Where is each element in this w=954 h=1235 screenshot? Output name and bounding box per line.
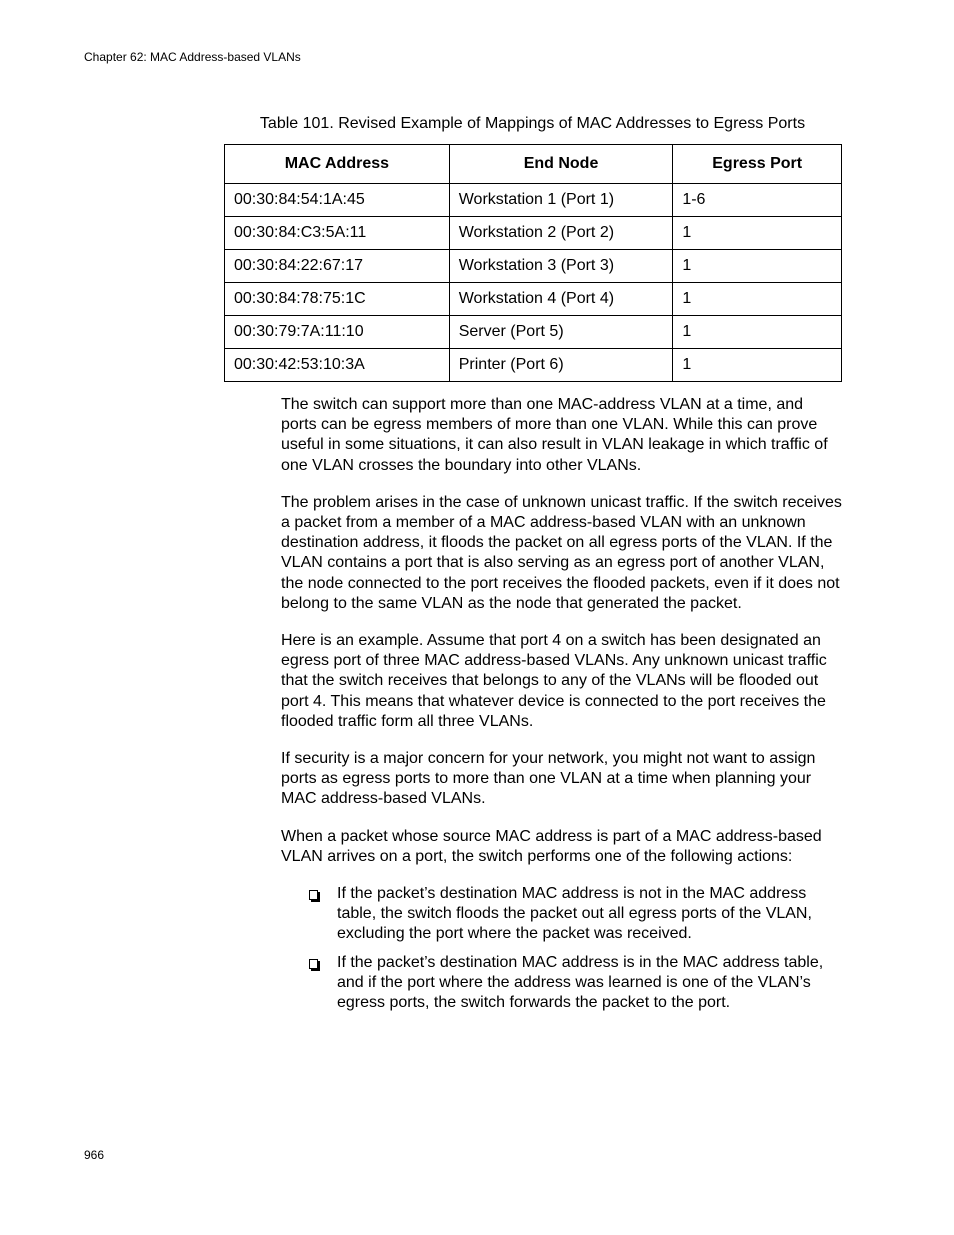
table-header-row	[225, 145, 842, 184]
paragraph-actions-intro: When a packet whose source MAC address is part of a MAC address-based VLAN arrives on a port, the switch performs one of the following actions:	[281, 827, 822, 865]
paragraph-unknown-unicast: The problem arises in the case of unknown unicast traffic. If the switch receives a packet from a member of a MAC address-based VLAN with an unknown destination address, it floods the packet on all egress ports of the VLAN. If the VLAN contains a port that is also serving as an egress port of another VLAN, the node connected to the port receives the flooded packets, even if it does not belong to the same VLAN as the node that generated the packet.	[281, 493, 842, 612]
table-row	[225, 316, 842, 349]
table-row	[225, 283, 842, 316]
list-item	[337, 884, 843, 945]
paragraph-example: Here is an example. Assume that port 4 on a switch has been designated an egress port of three MAC address-based VLANs. Any unknown unicast traffic that the switch receives that belongs to any of the VLANs will be flooded out port 4. This means that whatever device is connected to the port receives the flooded traffic form all three VLANs.	[281, 632, 827, 730]
end-node-cell: Workstation 4 (Port 4)	[449, 283, 673, 316]
paragraph-security: If security is a major concern for your network, you might not want to assign ports as egress ports to more than one VLAN at a time when planning your MAC address-based VLANs.	[281, 750, 816, 808]
table-caption: Table 101. Revised Example of Mappings of MAC Addresses to Egress Ports	[259, 115, 806, 132]
checkbox-bullet-icon	[309, 959, 318, 969]
end-node-cell: Workstation 2 (Port 2)	[449, 217, 673, 250]
list-item	[337, 953, 843, 1014]
mac-address-cell: 00:30:84:22:67:17	[225, 250, 450, 283]
column-header-egress-port: Egress Port	[673, 145, 842, 184]
egress-port-cell: 1	[673, 283, 842, 316]
egress-port-cell: 1-6	[673, 184, 842, 217]
egress-port-cell: 1	[673, 250, 842, 283]
column-header-end-node: End Node	[449, 145, 673, 184]
mac-mapping-table	[224, 144, 842, 382]
paragraph-vlan-membership: The switch can support more than one MAC-address VLAN at a time, and ports can be egress members of more than one VLAN. While this can prove useful in some situations, it can also result in VLAN leakage in which traffic of one VLAN crosses the boundary into other VLANs.	[281, 396, 828, 474]
mac-address-cell: 00:30:84:54:1A:45	[225, 184, 450, 217]
mac-address-cell: 00:30:84:78:75:1C	[225, 283, 450, 316]
list-item-text: If the packet’s destination MAC address is not in the MAC address table, the switch floods the packet out all egress ports of the VLAN, excluding the port where the packet was received.	[337, 885, 812, 943]
mac-address-cell: 00:30:79:7A:11:10	[225, 316, 450, 349]
column-header-mac-address: MAC Address	[225, 145, 450, 184]
body-text	[281, 395, 843, 1021]
mac-address-cell: 00:30:84:C3:5A:11	[225, 217, 450, 250]
egress-port-cell: 1	[673, 316, 842, 349]
table-row	[225, 184, 842, 217]
table-row	[225, 250, 842, 283]
checkbox-bullet-icon	[309, 890, 318, 900]
end-node-cell: Printer (Port 6)	[449, 349, 673, 382]
end-node-cell: Workstation 1 (Port 1)	[449, 184, 673, 217]
egress-port-cell: 1	[673, 349, 842, 382]
egress-port-cell: 1	[673, 217, 842, 250]
table-row	[225, 217, 842, 250]
list-item-text: If the packet’s destination MAC address is in the MAC address table, and if the port where the address was learned is one of the VLAN’s egress ports, the switch forwards the packet to the port.	[337, 953, 824, 1012]
running-header: Chapter 62: MAC Address-based VLANs	[84, 50, 301, 64]
table-row	[225, 349, 842, 382]
end-node-cell: Server (Port 5)	[449, 316, 673, 349]
actions-list	[281, 884, 843, 1013]
end-node-cell: Workstation 3 (Port 3)	[449, 250, 673, 283]
mac-address-cell: 00:30:42:53:10:3A	[225, 349, 450, 382]
page-number: 966	[84, 1148, 105, 1162]
